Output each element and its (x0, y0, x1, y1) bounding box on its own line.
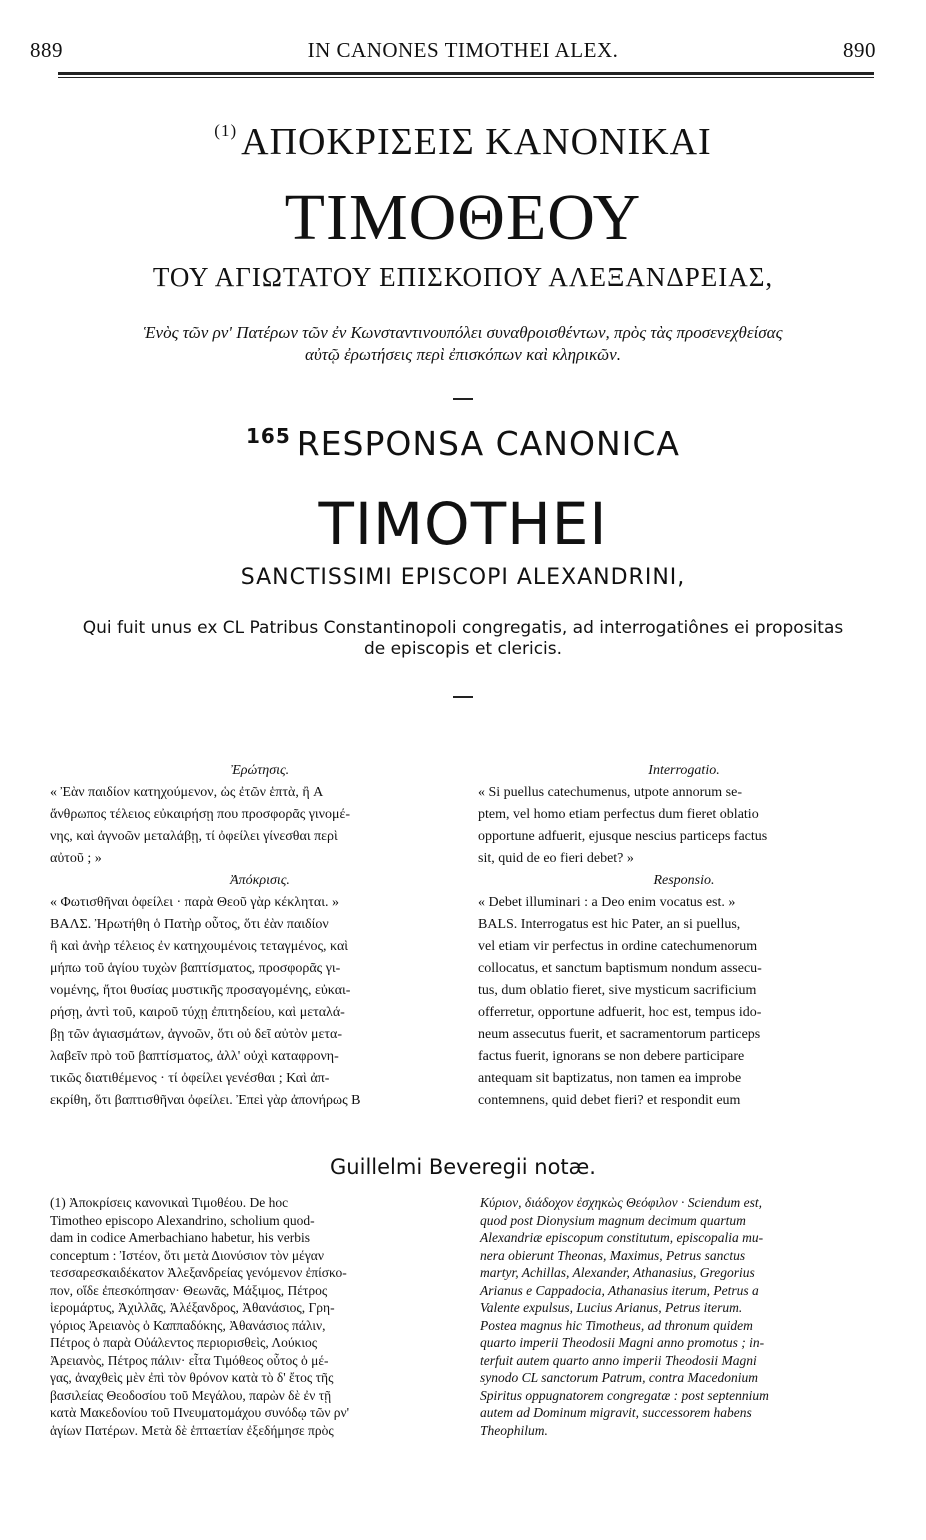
note-line: ἱερομάρτυς, Ἀχιλλᾶς, Ἀλέξανδρος, Ἀθανάσιος, Γρη- (50, 1300, 335, 1315)
text-line: νης, καὶ ἀγνοῶν μεταλάβῃ, τί ὀφείλει γίνεσθαι περὶ (50, 829, 338, 844)
greek-title-main: ΤΙΜΟΘΕΟΥ (284, 181, 642, 254)
latin-subtitle: Qui fuit unus ex CL Patribus Constantinopoli congregatis, ad interrogatiônes ei propositas de episcopis et clericis. (82, 618, 844, 659)
text-line: μήπω τοῦ ἁγίου τυχὼν βαπτίσματος, προσφορᾶς γι- (50, 961, 341, 976)
greek-question-heading: Ἐρώτησις. (230, 763, 290, 778)
note-line: autem ad Dominum migravit, successorem habens (480, 1405, 752, 1420)
note-line: Theophilum. (480, 1422, 548, 1438)
header-rule (58, 72, 874, 75)
note-line: quarto imperii Theodosii Magni anno promotus ; in- (480, 1335, 765, 1350)
note-line: terfuit autem quarto anno imperii Theodosii Magni (480, 1352, 757, 1368)
latin-title-line3: SANCTISSIMI EPISCOPI ALEXANDRINI, (240, 565, 686, 590)
text-line: neum assecutus fuerit, et sacramentorum particeps (478, 1027, 761, 1042)
separator-dash-2 (453, 696, 473, 698)
text-line: ἢ καὶ ἀνὴρ τέλειος ἐν κατηχουμένοις τεταγμένος, καὶ (50, 939, 349, 954)
greek-title-line3: ΤΟΥ ΑΓΙΩΤΑΤΟΥ ΕΠΙΣΚΟΠΟΥ ΑΛΕΞΑΝΔΡΕΙΑΣ, (152, 262, 774, 292)
text-line: ἄνθρωπος τέλειος εὐκαιρήσῃ που προσφορᾶς γινομέ- (50, 807, 351, 822)
latin-text-column (478, 760, 890, 1112)
separator-dash (453, 398, 473, 400)
text-line: βῃ τῶν ἁγιασμάτων, ἀγνοῶν, ὅτι οὐ δεῖ αὐτὸν μετα- (50, 1027, 342, 1042)
text-line: sit, quid de eo fieri debet? » (478, 851, 634, 866)
note-line: Ἀρειανὸς, Πέτρος πάλιν· εἶτα Τιμόθεος οὗτος ὁ μέ- (50, 1352, 329, 1368)
text-line: ρήσῃ, ἀντὶ τοῦ, καιροῦ τύχῃ ἐπιτηδείου, καὶ μεταλά- (50, 1005, 345, 1020)
note-line: martyr, Achillas, Alexander, Athanasius, Gregorius (480, 1265, 755, 1280)
note-line: Postea magnus hic Timotheus, ad thronum quidem (480, 1317, 753, 1333)
text-line: offerretur, opportune adfuerit, hoc est, tempus ido- (478, 1005, 762, 1020)
column-number: 165 (246, 424, 291, 448)
text-line: collocatus, et sanctum baptismum nondum assecu- (478, 961, 762, 976)
note-line: Πέτρος ὁ παρὰ Οὐάλεντος περιορισθεὶς, Λούκιος (50, 1335, 318, 1350)
greek-title-line1: $^{(1)}$ ΑΠΟΚΡΙΣΕΙΣ ΚΑΝΟΝΙΚΑΙ (214, 121, 712, 163)
note-line: Valente expulsus, Lucius Arianus, Petrus iterum. (480, 1300, 743, 1315)
running-title: IN CANONES TIMOTHEI ALEX. (307, 38, 619, 62)
text-line: « Ἐὰν παιδίον κατηχούμενον, ὡς ἐτῶν ἑπτὰ, ἢ A (50, 785, 324, 800)
text-line: contemnens, quid debet fieri? et respondit eum (478, 1093, 741, 1108)
note-line: conceptum : Ἰστέον, ὅτι μετὰ Διονύσιον τὸν μέγαν (50, 1247, 324, 1263)
latin-title-line1: $^{165}$ RESPONSA CANONICA (246, 424, 680, 463)
text-line: « Si puellus catechumenus, utpote annorum se- (478, 785, 742, 800)
greek-text-column (50, 760, 470, 1112)
text-line: λαβεῖν πρὸ τοῦ βαπτίσματος, ἀλλ' οὐχὶ καταφρονη- (50, 1049, 339, 1064)
text-line: αὐτοῦ ; » (50, 851, 102, 866)
note-line: quod post Dionysium magnum decimum quartum (480, 1212, 746, 1228)
note-line: (1) Ἀποκρίσεις κανονικαὶ Τιμοθέου. De hoc (50, 1195, 289, 1210)
note-line: γας, ἀναχθεὶς μὲν ἐπὶ τὸν θρόνον κατὰ τὸ δ' ἔτος τῆς (50, 1370, 334, 1385)
latin-title-main: TIMOTHEI (318, 490, 608, 558)
text-line: ΒΑΛΣ. Ἠρωτήθη ὁ Πατὴρ οὗτος, ὅτι ἐὰν παιδίον (50, 917, 329, 932)
text-line: τικῶς διατιθέμενος · τί ὀφείλει γενέσθαι ; Καὶ ἀπ- (50, 1071, 330, 1086)
page-number-right: 890 (843, 38, 876, 62)
note-line: nera obierunt Theonas, Maximus, Petrus sanctus (480, 1247, 746, 1263)
text-line: tus, dum oblatio fieret, sive mysticum sacrificium (478, 983, 757, 998)
greek-answer-heading: Ἀπόκρισις. (230, 873, 290, 888)
note-line: πον, οἵδε ἐπεσκόπησαν· Θεωνᾶς, Μάξιμος, Πέτρος (50, 1282, 328, 1298)
latin-question-heading: Interrogatio. (648, 763, 720, 778)
note-line: βασιλείας Θεοδοσίου τοῦ Μεγάλου, παρὼν δὲ ἐν τῇ (50, 1387, 332, 1403)
text-line: « Debet illuminari : a Deo enim vocatus est. » (478, 895, 736, 910)
text-line: antequam sit baptizatus, non tamen ea improbe (478, 1071, 742, 1086)
note-line: Alexandriæ episcopum constitutum, episcopalia mu- (480, 1230, 764, 1245)
note-line: synodo CL sanctorum Patrum, contra Macedonium (480, 1370, 758, 1385)
note-line: Κύριον, διάδοχον ἐσχηκὼς Θεόφιλον · Sciendum est, (480, 1195, 763, 1210)
latin-answer-heading: Responsio. (653, 873, 715, 888)
note-line: Arianus e Cappadocia, Athanasius iterum, Petrus a (480, 1282, 759, 1298)
text-line: « Φωτισθῆναι ὀφείλει · παρὰ Θεοῦ γὰρ κέκληται. » (50, 895, 340, 910)
text-line: opportune adfuerit, ejusque nescius particeps factus (478, 829, 768, 844)
note-line: τεσσαρεσκαιδέκατον Ἀλεξανδρείας γενόμενον ἐπίσκο- (50, 1265, 347, 1280)
note-line: dam in codice Amerbachiano habetur, his verbis (50, 1230, 311, 1245)
note-line: ἁγίων Πατέρων. Μετὰ δὲ ἑπταετίαν ἐξεδήμησε πρὸς (50, 1422, 334, 1438)
notes-heading: Guillelmi Beveregii notæ. (330, 1155, 596, 1179)
header-rule-thin (58, 77, 874, 78)
note-line: Spiritus oppugnatorem congregatæ : post septennium (480, 1387, 769, 1403)
text-line: factus fuerit, ignorans se non debere participare (478, 1049, 745, 1064)
footnote-mark: (1) (214, 121, 238, 140)
note-line: Timotheo episcopo Alexandrino, scholium quod- (50, 1212, 315, 1228)
text-line: ptem, vel homo etiam perfectus dum fieret oblatio (478, 807, 759, 822)
notes-right-column (480, 1194, 892, 1439)
page-number-left: 889 (30, 38, 63, 62)
text-line: νομένης, ἤτοι θυσίας μυστικῆς προσαγομένης, εὐκαι- (50, 983, 351, 998)
note-line: κατὰ Μακεδονίου τοῦ Πνευματομάχου συνόδῳ τῶν ρν' (50, 1405, 350, 1420)
note-line: γόριος Ἀρειανὸς ὁ Καππαδόκης, Ἀθανάσιος πάλιν, (50, 1317, 326, 1333)
text-line: BALS. Interrogatus est hic Pater, an si puellus, (478, 917, 741, 932)
greek-subtitle: Ἑνὸς τῶν ρν' Πατέρων τῶν ἐν Κωνσταντινουπόλει συναθροισθέντων, πρὸς τὰς προσενεχθείσας αὐτῷ ἐρωτήσεις περὶ ἐπισκόπων καὶ κληρικῶν. (143, 323, 783, 364)
text-line: vel etiam vir perfectus in ordine catechumenorum (478, 939, 758, 954)
notes-left-column (50, 1194, 464, 1439)
text-line: εκρίθη, ὅτι βαπτισθῆναι ὀφείλει. Ἐπεὶ γὰρ ἀπονήρως B (50, 1093, 361, 1108)
